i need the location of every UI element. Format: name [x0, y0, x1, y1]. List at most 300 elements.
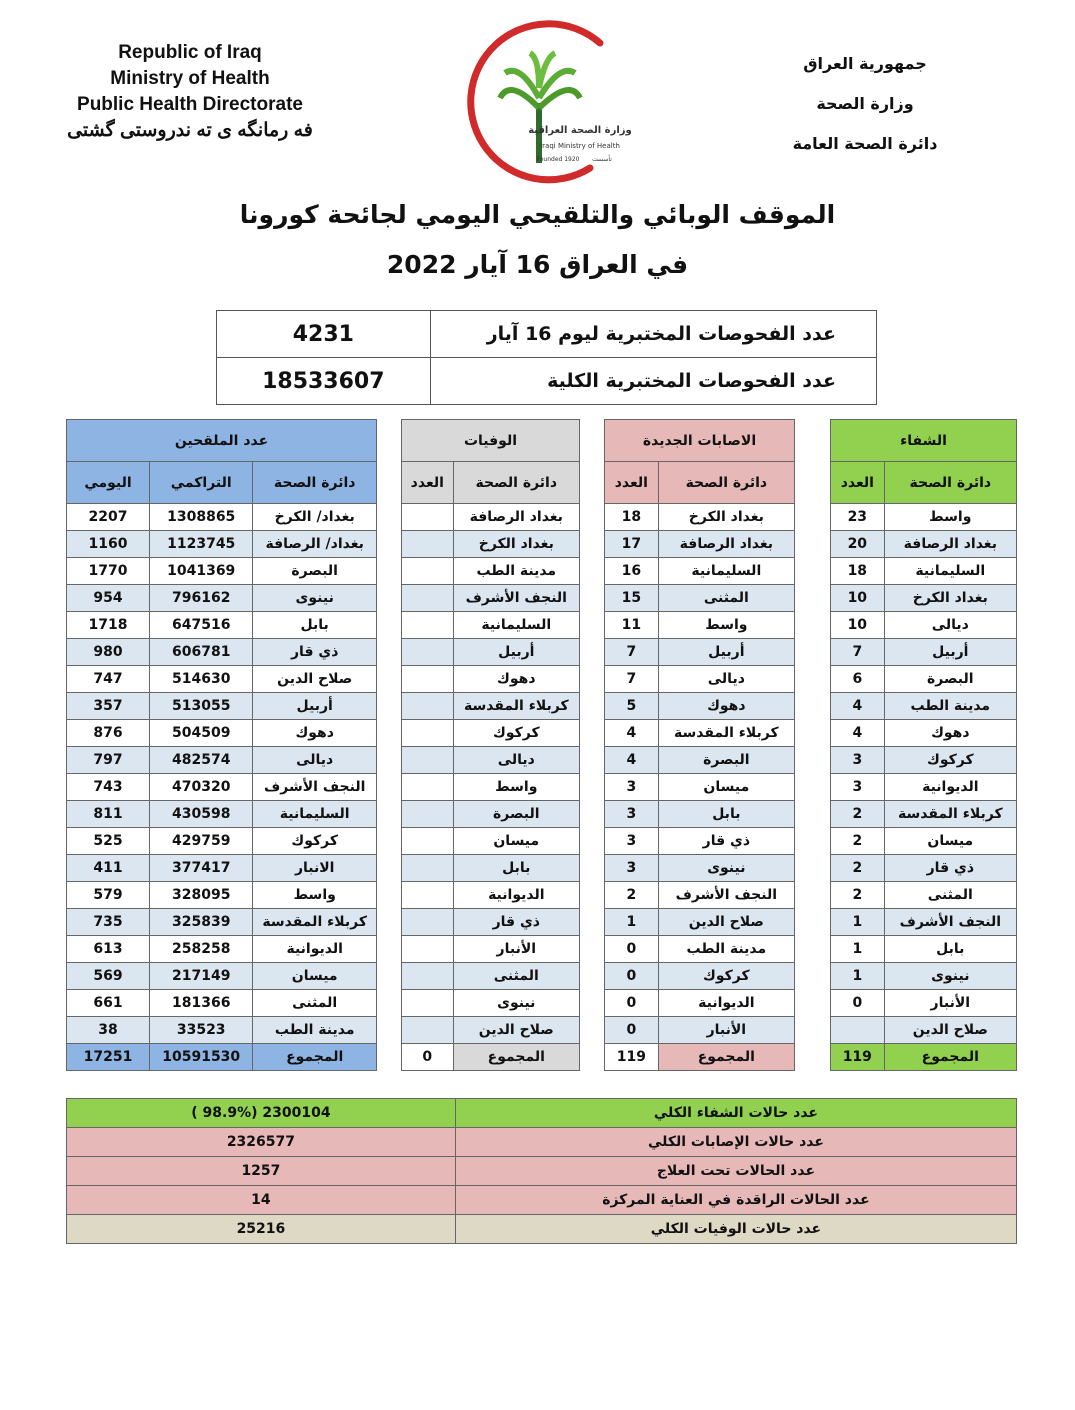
cases-row — [605, 666, 795, 693]
recovery-row — [831, 639, 1017, 666]
cases-row — [605, 693, 795, 720]
deaths-row — [402, 720, 580, 747]
vaccinated-row — [67, 747, 377, 774]
recovery-title: الشفاء — [831, 420, 1017, 462]
summary-value: 1257 — [67, 1157, 456, 1186]
vaccinated-cell-cumulative: 33523 — [150, 1017, 253, 1044]
recovery-cell-count: 1 — [831, 909, 885, 936]
deaths-row — [402, 774, 580, 801]
deaths-cell-count — [402, 585, 454, 612]
deaths-cell-count — [402, 612, 454, 639]
summary-label: عدد حالات الشفاء الكلي — [455, 1099, 1016, 1128]
recovery-cell-dept: كركوك — [884, 747, 1016, 774]
recovery-cell-dept: بابل — [884, 936, 1016, 963]
deaths-cell-count — [402, 855, 454, 882]
recovery-cell-dept: الديوانية — [884, 774, 1016, 801]
vaccinated-row — [67, 855, 377, 882]
deaths-row — [402, 936, 580, 963]
vaccinated-cell-dept: ميسان — [253, 963, 377, 990]
deaths-cell-dept: نينوى — [453, 990, 579, 1017]
recovery-cell-count — [831, 1017, 885, 1044]
recovery-cell-count: 1 — [831, 936, 885, 963]
logo-name-ar: وزارة الصحة العراقية — [528, 125, 632, 136]
cases-cell-dept: مدينة الطب — [658, 936, 794, 963]
vaccinated-cell-cumulative: 606781 — [150, 639, 253, 666]
cases-cell-dept: كركوك — [658, 963, 794, 990]
recovery-cell-dept: واسط — [884, 504, 1016, 531]
deaths-row — [402, 990, 580, 1017]
header-english — [60, 40, 320, 144]
vaccinated-row — [67, 666, 377, 693]
cases-cell-dept: ذي قار — [658, 828, 794, 855]
vaccinated-cell-cumulative: 181366 — [150, 990, 253, 1017]
vaccinated-table — [66, 419, 377, 1071]
cases-title: الاصابات الجديدة — [605, 420, 795, 462]
deaths-row — [402, 909, 580, 936]
deaths-cell-count — [402, 963, 454, 990]
recovery-cell-dept: صلاح الدين — [884, 1017, 1016, 1044]
cases-row — [605, 531, 795, 558]
logo-founded-ar: تأسست — [592, 156, 612, 163]
recovery-cell-count: 1 — [831, 963, 885, 990]
deaths-row — [402, 747, 580, 774]
vaccinated-cell-dept: كربلاء المقدسة — [253, 909, 377, 936]
vaccinated-cell-dept: صلاح الدين — [253, 666, 377, 693]
summary-value: 14 — [67, 1186, 456, 1215]
recovery-cell-dept: نينوى — [884, 963, 1016, 990]
vaccinated-cell-cumulative: 328095 — [150, 882, 253, 909]
lab-tests-table — [216, 310, 877, 405]
vaccinated-cell-cumulative: 504509 — [150, 720, 253, 747]
cases-cell-count: 15 — [605, 585, 659, 612]
cases-cell-dept: أربيل — [658, 639, 794, 666]
cases-row — [605, 1017, 795, 1044]
recovery-cell-dept: مدينة الطب — [884, 693, 1016, 720]
cases-cell-count: 3 — [605, 855, 659, 882]
recovery-row — [831, 720, 1017, 747]
cases-cell-count: 2 — [605, 882, 659, 909]
vaccinated-cell-cumulative: 470320 — [150, 774, 253, 801]
logo-founded: Founded 1920 — [536, 156, 580, 163]
vaccinated-cell-daily: 743 — [67, 774, 150, 801]
page-subtitle: في العراق 16 آيار 2022 — [386, 250, 689, 279]
deaths-cell-dept: أربيل — [453, 639, 579, 666]
ministry-logo — [450, 18, 650, 193]
deaths-cell-count — [402, 801, 454, 828]
vaccinated-cell-daily: 876 — [67, 720, 150, 747]
deaths-cell-count — [402, 531, 454, 558]
cases-cell-count: 16 — [605, 558, 659, 585]
deaths-table — [401, 419, 580, 1071]
recovery-cell-dept: أربيل — [884, 639, 1016, 666]
vaccinated-cell-daily: 661 — [67, 990, 150, 1017]
vaccinated-cell-dept: بابل — [253, 612, 377, 639]
vaccinated-row — [67, 990, 377, 1017]
cases-cell-dept: الديوانية — [658, 990, 794, 1017]
header-ar-line-3: دائرة الصحة العامة — [792, 134, 938, 153]
page-title: الموقف الوبائي والتلقيحي اليومي لجائحة كورونا — [239, 200, 836, 229]
daily-tests-label: عدد الفحوصات المختبرية ليوم 16 آيار — [430, 311, 876, 358]
vaccinated-row — [67, 720, 377, 747]
summary-label: عدد حالات الوفيات الكلي — [455, 1215, 1016, 1244]
vaccinated-cell-cumulative: 429759 — [150, 828, 253, 855]
cases-row — [605, 774, 795, 801]
recovery-total-value: 119 — [831, 1044, 885, 1071]
deaths-cell-count — [402, 639, 454, 666]
vaccinated-row — [67, 882, 377, 909]
summary-row — [67, 1157, 1017, 1186]
vaccinated-cell-cumulative: 217149 — [150, 963, 253, 990]
vaccinated-cell-dept: مدينة الطب — [253, 1017, 377, 1044]
cases-row — [605, 909, 795, 936]
recovery-row — [831, 747, 1017, 774]
vaccinated-cell-cumulative: 258258 — [150, 936, 253, 963]
cases-row — [605, 585, 795, 612]
deaths-cell-dept: السليمانية — [453, 612, 579, 639]
vaccinated-row — [67, 639, 377, 666]
deaths-row — [402, 855, 580, 882]
summary-value: 2326577 — [67, 1128, 456, 1157]
recovery-cell-count: 2 — [831, 828, 885, 855]
cases-row — [605, 720, 795, 747]
cases-row — [605, 639, 795, 666]
deaths-cell-dept: ميسان — [453, 828, 579, 855]
cases-cell-count: 4 — [605, 747, 659, 774]
header-en-line-4: فه رمانگه ى ته ندروستى گشتى — [67, 120, 313, 141]
deaths-row — [402, 612, 580, 639]
cases-row — [605, 990, 795, 1017]
cases-cell-dept: البصرة — [658, 747, 794, 774]
vaccinated-cell-daily: 747 — [67, 666, 150, 693]
cases-cell-count: 1 — [605, 909, 659, 936]
total-tests-value: 18533607 — [217, 358, 431, 405]
vaccinated-cell-daily: 980 — [67, 639, 150, 666]
recovery-cell-dept: ديالى — [884, 612, 1016, 639]
vaccinated-row — [67, 693, 377, 720]
summary-value: 25216 — [67, 1215, 456, 1244]
vaccinated-row — [67, 1017, 377, 1044]
recovery-cell-count: 4 — [831, 720, 885, 747]
recovery-cell-count: 0 — [831, 990, 885, 1017]
vaccinated-row — [67, 558, 377, 585]
vaccinated-col-daily: اليومي — [67, 462, 150, 504]
vaccinated-total-daily: 17251 — [67, 1044, 150, 1071]
vaccinated-cell-dept: دهوك — [253, 720, 377, 747]
cases-total-label: المجموع — [658, 1044, 794, 1071]
cases-total-value: 119 — [605, 1044, 659, 1071]
cases-cell-count: 7 — [605, 639, 659, 666]
deaths-cell-dept: ذي قار — [453, 909, 579, 936]
recovery-row — [831, 882, 1017, 909]
recovery-cell-dept: البصرة — [884, 666, 1016, 693]
deaths-cell-dept: بغداد الكرخ — [453, 531, 579, 558]
vaccinated-row — [67, 963, 377, 990]
vaccinated-cell-dept: كركوك — [253, 828, 377, 855]
cases-row — [605, 882, 795, 909]
recovery-cell-dept: بغداد الكرخ — [884, 585, 1016, 612]
recovery-cell-count: 4 — [831, 693, 885, 720]
deaths-row — [402, 1017, 580, 1044]
recovery-cell-dept: السليمانية — [884, 558, 1016, 585]
vaccinated-total-cumulative: 10591530 — [150, 1044, 253, 1071]
recovery-cell-count: 20 — [831, 531, 885, 558]
cases-cell-count: 3 — [605, 774, 659, 801]
summary-value: 2300104 (98.9% ) — [67, 1099, 456, 1128]
vaccinated-cell-dept: نينوى — [253, 585, 377, 612]
vaccinated-total-label: المجموع — [253, 1044, 377, 1071]
vaccinated-cell-cumulative: 482574 — [150, 747, 253, 774]
recovery-cell-count: 18 — [831, 558, 885, 585]
vaccinated-cell-daily: 2207 — [67, 504, 150, 531]
recovery-cell-dept: المثنى — [884, 882, 1016, 909]
cases-cell-count: 5 — [605, 693, 659, 720]
vaccinated-cell-dept: واسط — [253, 882, 377, 909]
recovery-table — [830, 419, 1017, 1071]
vaccinated-cell-dept: ذي قار — [253, 639, 377, 666]
vaccinated-cell-dept: بغداد/ الرصافة — [253, 531, 377, 558]
deaths-cell-count — [402, 720, 454, 747]
recovery-cell-count: 10 — [831, 612, 885, 639]
deaths-col-dept: دائرة الصحة — [453, 462, 579, 504]
header-en-line-3: Public Health Directorate — [77, 94, 303, 115]
deaths-row — [402, 531, 580, 558]
header-en-line-1: Republic of Iraq — [118, 42, 262, 63]
vaccinated-cell-cumulative: 513055 — [150, 693, 253, 720]
cases-cell-count: 17 — [605, 531, 659, 558]
vaccinated-cell-daily: 735 — [67, 909, 150, 936]
vaccinated-cell-daily: 1770 — [67, 558, 150, 585]
header-en-line-2: Ministry of Health — [110, 68, 270, 89]
cases-row — [605, 504, 795, 531]
summary-row — [67, 1099, 1017, 1128]
recovery-cell-count: 23 — [831, 504, 885, 531]
deaths-cell-count — [402, 936, 454, 963]
recovery-row — [831, 909, 1017, 936]
recovery-row — [831, 693, 1017, 720]
total-tests-label: عدد الفحوصات المختبرية الكلية — [430, 358, 876, 405]
recovery-col-dept: دائرة الصحة — [884, 462, 1016, 504]
deaths-cell-dept: المثنى — [453, 963, 579, 990]
deaths-cell-dept: النجف الأشرف — [453, 585, 579, 612]
recovery-cell-count: 2 — [831, 801, 885, 828]
cases-cell-dept: دهوك — [658, 693, 794, 720]
deaths-row — [402, 963, 580, 990]
vaccinated-cell-daily: 579 — [67, 882, 150, 909]
cases-row — [605, 855, 795, 882]
vaccinated-cell-cumulative: 796162 — [150, 585, 253, 612]
recovery-cell-dept: ذي قار — [884, 855, 1016, 882]
deaths-cell-dept: مدينة الطب — [453, 558, 579, 585]
cases-cell-count: 3 — [605, 828, 659, 855]
deaths-cell-count — [402, 828, 454, 855]
vaccinated-cell-dept: النجف الأشرف — [253, 774, 377, 801]
deaths-cell-count — [402, 504, 454, 531]
deaths-row — [402, 882, 580, 909]
cases-cell-count: 3 — [605, 801, 659, 828]
deaths-cell-dept: واسط — [453, 774, 579, 801]
cases-cell-dept: بغداد الرصافة — [658, 531, 794, 558]
deaths-total-value: 0 — [402, 1044, 454, 1071]
vaccinated-title: عدد الملقحين — [67, 420, 377, 462]
vaccinated-row — [67, 585, 377, 612]
deaths-row — [402, 585, 580, 612]
vaccinated-cell-cumulative: 514630 — [150, 666, 253, 693]
daily-tests-value: 4231 — [217, 311, 431, 358]
deaths-row — [402, 828, 580, 855]
vaccinated-row — [67, 909, 377, 936]
recovery-cell-dept: كربلاء المقدسة — [884, 801, 1016, 828]
cases-row — [605, 963, 795, 990]
deaths-cell-count — [402, 882, 454, 909]
daily-tests-row — [217, 311, 877, 358]
vaccinated-row — [67, 612, 377, 639]
deaths-cell-dept: دهوك — [453, 666, 579, 693]
deaths-row — [402, 504, 580, 531]
recovery-cell-dept: بغداد الرصافة — [884, 531, 1016, 558]
recovery-row — [831, 1017, 1017, 1044]
vaccinated-row — [67, 801, 377, 828]
vaccinated-cell-daily: 1160 — [67, 531, 150, 558]
cases-cell-dept: الأنبار — [658, 1017, 794, 1044]
deaths-cell-count — [402, 747, 454, 774]
recovery-cell-count: 3 — [831, 774, 885, 801]
deaths-cell-dept: بغداد الرصافة — [453, 504, 579, 531]
summary-row — [67, 1128, 1017, 1157]
deaths-total-label: المجموع — [453, 1044, 579, 1071]
recovery-row — [831, 558, 1017, 585]
vaccinated-cell-dept: الانبار — [253, 855, 377, 882]
recovery-row — [831, 774, 1017, 801]
vaccinated-cell-cumulative: 1123745 — [150, 531, 253, 558]
recovery-row — [831, 531, 1017, 558]
deaths-row — [402, 801, 580, 828]
vaccinated-cell-daily: 954 — [67, 585, 150, 612]
cases-cell-dept: صلاح الدين — [658, 909, 794, 936]
cases-row — [605, 747, 795, 774]
cases-cell-dept: بابل — [658, 801, 794, 828]
recovery-row — [831, 936, 1017, 963]
vaccinated-cell-daily: 569 — [67, 963, 150, 990]
deaths-cell-dept: كركوك — [453, 720, 579, 747]
deaths-cell-dept: ديالى — [453, 747, 579, 774]
cases-cell-dept: النجف الأشرف — [658, 882, 794, 909]
deaths-col-count: العدد — [402, 462, 454, 504]
vaccinated-cell-daily: 38 — [67, 1017, 150, 1044]
deaths-cell-count — [402, 909, 454, 936]
vaccinated-cell-dept: أربيل — [253, 693, 377, 720]
recovery-col-count: العدد — [831, 462, 885, 504]
vaccinated-cell-cumulative: 325839 — [150, 909, 253, 936]
vaccinated-cell-cumulative: 1041369 — [150, 558, 253, 585]
cases-row — [605, 936, 795, 963]
cases-cell-count: 11 — [605, 612, 659, 639]
recovery-cell-count: 6 — [831, 666, 885, 693]
vaccinated-col-cumulative: التراكمي — [150, 462, 253, 504]
vaccinated-cell-cumulative: 430598 — [150, 801, 253, 828]
recovery-row — [831, 990, 1017, 1017]
deaths-cell-count — [402, 990, 454, 1017]
vaccinated-cell-dept: البصرة — [253, 558, 377, 585]
vaccinated-col-dept: دائرة الصحة — [253, 462, 377, 504]
cases-cell-dept: المثنى — [658, 585, 794, 612]
deaths-cell-count — [402, 774, 454, 801]
header-arabic — [765, 44, 965, 164]
cases-cell-dept: ديالى — [658, 666, 794, 693]
vaccinated-cell-cumulative: 647516 — [150, 612, 253, 639]
cases-row — [605, 558, 795, 585]
recovery-cell-dept: دهوك — [884, 720, 1016, 747]
vaccinated-cell-daily: 613 — [67, 936, 150, 963]
cases-cell-dept: ميسان — [658, 774, 794, 801]
summary-row — [67, 1186, 1017, 1215]
vaccinated-cell-dept: المثنى — [253, 990, 377, 1017]
deaths-cell-count — [402, 558, 454, 585]
vaccinated-cell-daily: 797 — [67, 747, 150, 774]
cases-cell-count: 0 — [605, 936, 659, 963]
recovery-cell-dept: ميسان — [884, 828, 1016, 855]
vaccinated-row — [67, 936, 377, 963]
recovery-row — [831, 504, 1017, 531]
deaths-cell-dept: صلاح الدين — [453, 1017, 579, 1044]
recovery-row — [831, 963, 1017, 990]
vaccinated-cell-dept: ديالى — [253, 747, 377, 774]
deaths-cell-count — [402, 1017, 454, 1044]
recovery-total-label: المجموع — [884, 1044, 1016, 1071]
summary-table — [66, 1098, 1017, 1244]
deaths-cell-count — [402, 693, 454, 720]
vaccinated-cell-daily: 811 — [67, 801, 150, 828]
recovery-cell-dept: الأنبار — [884, 990, 1016, 1017]
vaccinated-cell-daily: 1718 — [67, 612, 150, 639]
cases-cell-count: 0 — [605, 1017, 659, 1044]
cases-cell-dept: نينوى — [658, 855, 794, 882]
recovery-cell-count: 3 — [831, 747, 885, 774]
vaccinated-row — [67, 828, 377, 855]
new-cases-table — [604, 419, 795, 1071]
cases-row — [605, 801, 795, 828]
deaths-cell-count — [402, 666, 454, 693]
summary-label: عدد الحالات تحت العلاج — [455, 1157, 1016, 1186]
recovery-cell-dept: النجف الأشرف — [884, 909, 1016, 936]
header-ar-line-2: وزارة الصحة — [816, 94, 914, 113]
deaths-cell-dept: الأنبار — [453, 936, 579, 963]
summary-label: عدد الحالات الراقدة في العناية المركزة — [455, 1186, 1016, 1215]
vaccinated-row — [67, 774, 377, 801]
deaths-row — [402, 639, 580, 666]
deaths-cell-dept: الديوانية — [453, 882, 579, 909]
total-tests-row — [217, 358, 877, 405]
vaccinated-cell-dept: الديوانية — [253, 936, 377, 963]
deaths-cell-dept: البصرة — [453, 801, 579, 828]
cases-cell-count: 4 — [605, 720, 659, 747]
vaccinated-cell-daily: 525 — [67, 828, 150, 855]
deaths-cell-dept: كربلاء المقدسة — [453, 693, 579, 720]
cases-cell-count: 18 — [605, 504, 659, 531]
cases-col-count: العدد — [605, 462, 659, 504]
recovery-row — [831, 801, 1017, 828]
deaths-cell-dept: بابل — [453, 855, 579, 882]
logo-name-en: Iraqi Ministry of Health — [540, 142, 620, 150]
recovery-cell-count: 2 — [831, 882, 885, 909]
recovery-row — [831, 855, 1017, 882]
vaccinated-row — [67, 531, 377, 558]
cases-col-dept: دائرة الصحة — [658, 462, 794, 504]
deaths-row — [402, 558, 580, 585]
cases-cell-count: 0 — [605, 963, 659, 990]
cases-row — [605, 612, 795, 639]
cases-cell-dept: السليمانية — [658, 558, 794, 585]
recovery-cell-count: 7 — [831, 639, 885, 666]
